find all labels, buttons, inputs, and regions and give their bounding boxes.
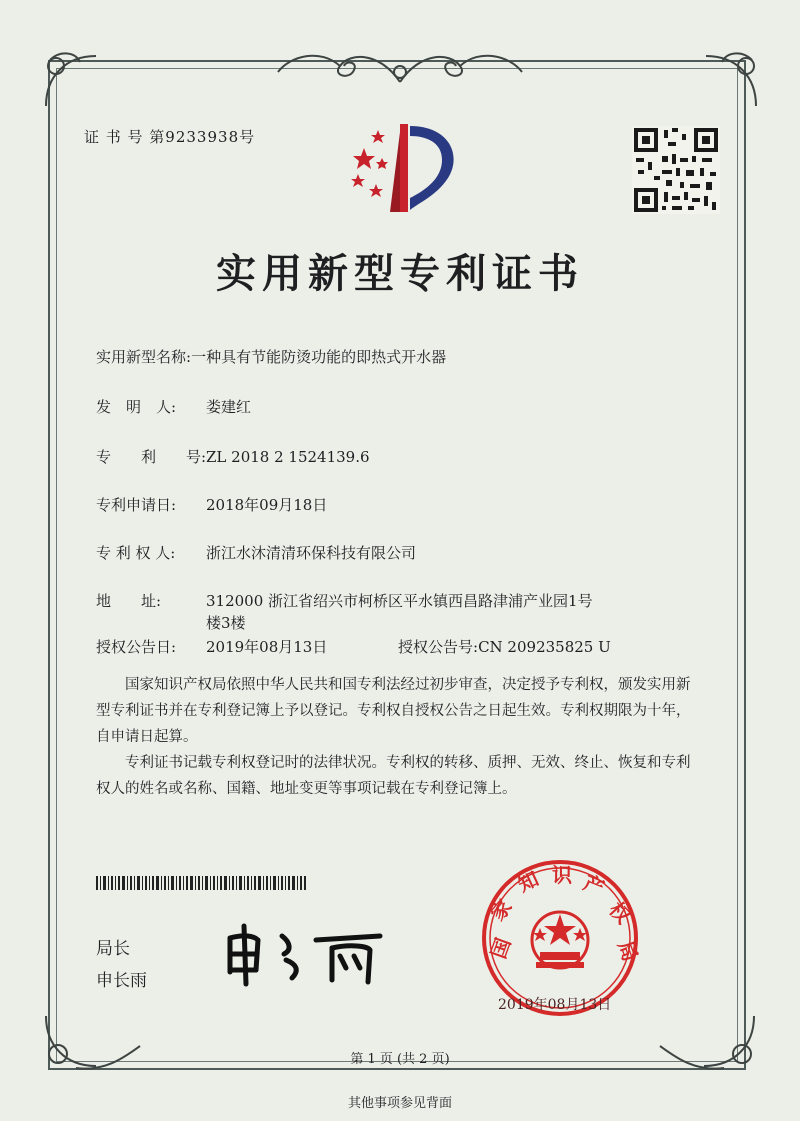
certificate-title: 实用新型专利证书 <box>216 251 584 297</box>
field-value: CN 209235825 U <box>478 638 611 656</box>
field-label: 授权公告号: <box>398 638 479 656</box>
page-number: 第 1 页 (共 2 页) <box>350 1052 450 1067</box>
svg-text:产: 产 <box>580 870 608 901</box>
field-value: 一种具有节能防烫功能的即热式开水器 <box>191 348 447 366</box>
handwritten-signature <box>220 920 400 990</box>
field-address-line2: 楼3楼 <box>206 614 246 632</box>
cnipa-emblem-icon <box>330 112 470 222</box>
field-value: ZL 2018 2 1524139.6 <box>206 448 370 466</box>
legal-paragraph-1: 国家知识产权局依照中华人民共和国专利法经过初步审查，决定授予专利权，颁发实用新型专利证书并在专利登记簿上予以登记。专利权自授权公告之日起生效。专利权期限为十年，自申请日起算。 <box>96 677 691 745</box>
field-inventor <box>96 396 251 417</box>
svg-text:局: 局 <box>613 937 643 965</box>
field-label: 授权公告日: <box>96 638 177 656</box>
field-grant-number <box>398 636 611 657</box>
svg-text:识: 识 <box>552 863 572 887</box>
qr-code <box>632 126 720 214</box>
top-right-corner-ornament <box>696 46 766 116</box>
legal-paragraph-2: 专利证书记载专利权登记时的法律状况。专利权的转移、质押、无效、终止、恢复和专利权人的姓名或名称、国籍、地址变更等事项记载在专利登记簿上。 <box>96 755 691 797</box>
field-value: 312000 浙江省绍兴市柯桥区平水镇西昌路津浦产业园1号 <box>206 592 593 610</box>
field-value: 娄建红 <box>206 398 252 416</box>
field-grant-date <box>96 636 327 657</box>
top-ornament <box>270 42 530 86</box>
field-value: 浙江水沐清清环保科技有限公司 <box>206 544 417 562</box>
svg-text:家: 家 <box>485 894 517 926</box>
field-label: 专 利 权 人: <box>96 544 176 562</box>
top-left-corner-ornament <box>36 46 106 116</box>
barcode <box>96 876 306 890</box>
footer-note: 其他事项参见背面 <box>347 1096 452 1111</box>
certificate-number: 证 书 号 第9233938号 <box>84 128 256 146</box>
field-application-date <box>96 494 327 515</box>
director-name: 申长雨 <box>96 971 147 991</box>
field-patentee <box>96 542 416 563</box>
svg-text:知: 知 <box>513 866 543 897</box>
field-value: 2019年08月13日 <box>206 638 328 656</box>
field-label: 地 址: <box>96 592 162 610</box>
field-label: 发 明 人: <box>96 398 177 416</box>
svg-text:权: 权 <box>604 897 636 929</box>
field-utility-name <box>96 346 446 367</box>
seal-date: 2019年08月13日 <box>498 997 612 1013</box>
field-label: 实用新型名称: <box>96 348 192 366</box>
field-label: 专 利 号: <box>96 448 207 466</box>
field-address <box>96 590 593 611</box>
field-patent-number <box>96 446 370 467</box>
svg-text:国: 国 <box>486 934 516 962</box>
field-label: 专利申请日: <box>96 496 177 514</box>
field-value: 2018年09月18日 <box>206 496 328 514</box>
director-title: 局长 <box>96 939 130 959</box>
